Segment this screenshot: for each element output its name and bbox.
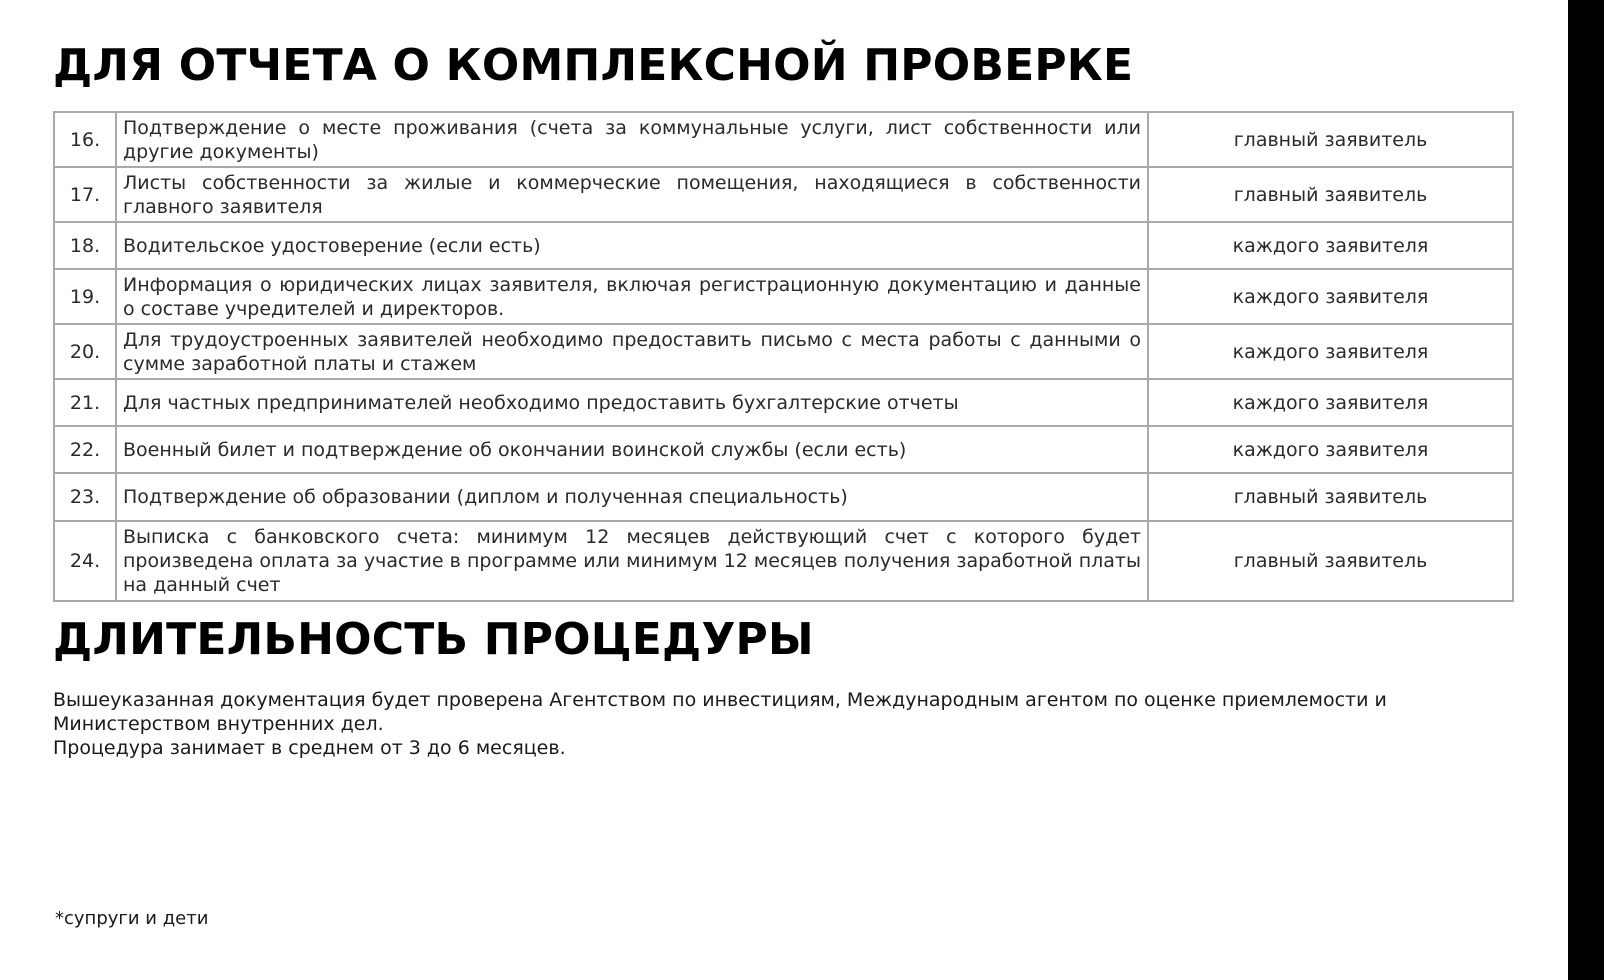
procedure-text-line: Вышеуказанная документация будет проверена Агентством по инвестициям, Международным агентом по оценке приемлемости и Министерством внутренних дел.	[53, 689, 1387, 735]
applicant-scope: главный заявитель	[1148, 112, 1513, 167]
applicant-scope: каждого заявителя	[1148, 324, 1513, 379]
row-number: 24.	[54, 521, 116, 601]
applicant-scope: главный заявитель	[1148, 521, 1513, 601]
document-description: Подтверждение об образовании (диплом и полученная специальность)	[116, 473, 1148, 521]
document-description: Для частных предпринимателей необходимо предоставить бухгалтерские отчеты	[116, 379, 1148, 426]
table-row	[54, 222, 1513, 269]
row-number: 19.	[54, 269, 116, 324]
document-description: Выписка с банковского счета: минимум 12 месяцев действующий счет с которого будет произведена оплата за участие в программе или минимум 12 месяцев получения заработной платы на данный счет	[116, 521, 1148, 601]
applicant-scope: каждого заявителя	[1148, 269, 1513, 324]
table-row	[54, 521, 1513, 601]
table-row	[54, 167, 1513, 222]
applicant-scope: главный заявитель	[1148, 473, 1513, 521]
row-number: 21.	[54, 379, 116, 426]
row-number: 18.	[54, 222, 116, 269]
footnote: *супруги и дети	[55, 908, 209, 929]
table-row	[54, 324, 1513, 379]
procedure-text-line: Процедура занимает в среднем от 3 до 6 месяцев.	[53, 737, 566, 759]
table-row	[54, 379, 1513, 426]
section-title-due-diligence: ДЛЯ ОТЧЕТА О КОМПЛЕКСНОЙ ПРОВЕРКЕ	[53, 40, 1134, 91]
applicant-scope: каждого заявителя	[1148, 222, 1513, 269]
applicant-scope: главный заявитель	[1148, 167, 1513, 222]
documents-table	[53, 111, 1514, 602]
procedure-paragraph	[53, 688, 1515, 760]
section-title-procedure-duration: ДЛИТЕЛЬНОСТЬ ПРОЦЕДУРЫ	[53, 614, 814, 665]
document-description: Информация о юридических лицах заявителя, включая регистрационную документацию и данные о составе учредителей и директоров.	[116, 269, 1148, 324]
row-number: 17.	[54, 167, 116, 222]
table-row	[54, 473, 1513, 521]
applicant-scope: каждого заявителя	[1148, 426, 1513, 473]
document-description: Военный билет и подтверждение об окончании воинской службы (если есть)	[116, 426, 1148, 473]
table-row	[54, 269, 1513, 324]
row-number: 22.	[54, 426, 116, 473]
document-description: Для трудоустроенных заявителей необходимо предоставить письмо с места работы с данными о сумме заработной платы и стажем	[116, 324, 1148, 379]
row-number: 20.	[54, 324, 116, 379]
table-row	[54, 112, 1513, 167]
document-description: Подтверждение о месте проживания (счета за коммунальные услуги, лист собственности или другие документы)	[116, 112, 1148, 167]
page-edge	[1568, 0, 1604, 980]
document-description: Листы собственности за жилые и коммерческие помещения, находящиеся в собственности главного заявителя	[116, 167, 1148, 222]
table-row	[54, 426, 1513, 473]
row-number: 16.	[54, 112, 116, 167]
row-number: 23.	[54, 473, 116, 521]
applicant-scope: каждого заявителя	[1148, 379, 1513, 426]
document-description: Водительское удостоверение (если есть)	[116, 222, 1148, 269]
